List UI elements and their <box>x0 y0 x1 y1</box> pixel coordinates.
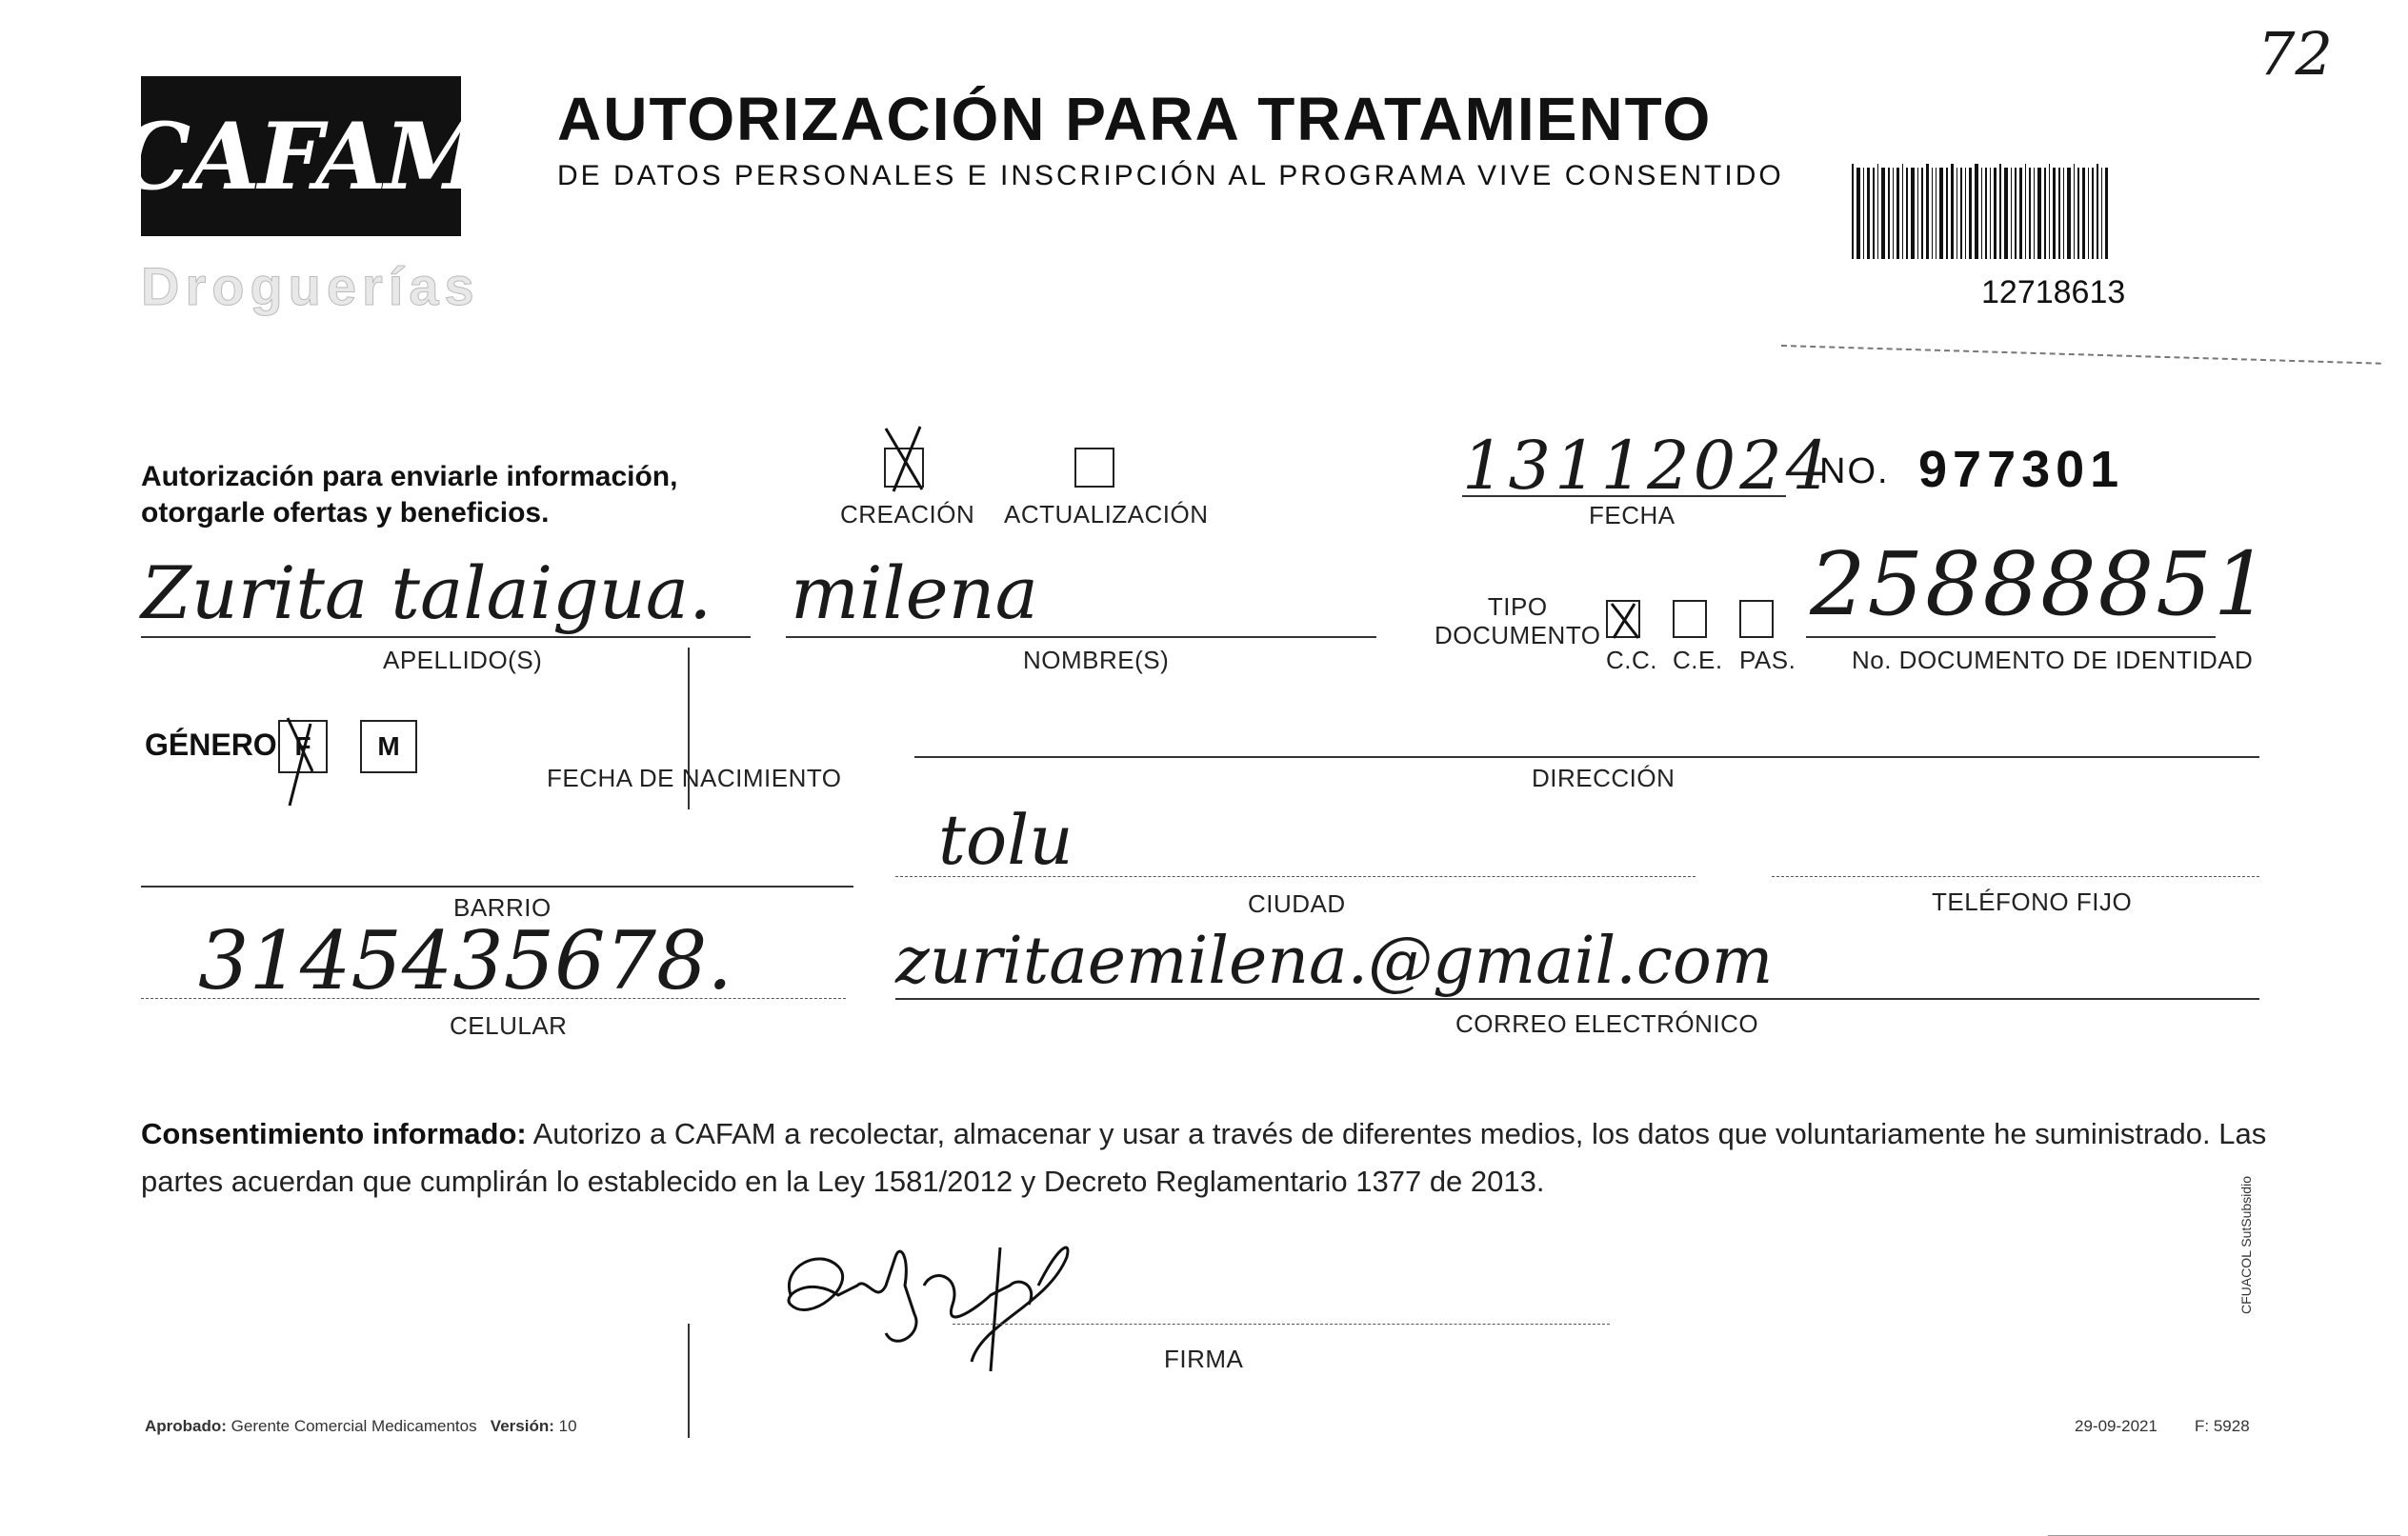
barcode-bar <box>2034 168 2035 259</box>
barcode-bar <box>1877 164 1878 259</box>
check-x-icon <box>876 421 933 497</box>
celular-value: 3145435678. <box>198 914 733 1007</box>
check-x-icon <box>1606 600 1644 642</box>
barcode-bar <box>2019 168 2022 259</box>
barcode-bar <box>2053 168 2056 259</box>
pas-checkbox[interactable] <box>1739 600 1774 638</box>
aprobado-label: Aprobado: <box>145 1417 227 1435</box>
logo-subtext: Droguerías <box>141 256 480 316</box>
genero-label: GÉNERO <box>145 728 277 762</box>
direccion-label: DIRECCIÓN <box>1532 764 1676 792</box>
ce-label: C.E. <box>1673 646 1723 674</box>
pas-label: PAS. <box>1739 646 1796 674</box>
footer-approval <box>145 1417 577 1436</box>
barcode-bar <box>2077 168 2079 259</box>
page-number-handwritten: 72 <box>2258 19 2333 89</box>
footer-code: F: 5928 <box>2195 1417 2250 1435</box>
firma-line <box>953 1324 1610 1325</box>
title-clip <box>557 84 1791 154</box>
barcode-bar <box>2049 164 2050 259</box>
barcode-bar <box>1863 168 1864 259</box>
actualizacion-checkbox[interactable] <box>1074 448 1114 488</box>
barcode-bar <box>1896 168 1899 259</box>
barcode-bar <box>1939 168 1943 259</box>
genero-f-checkbox[interactable] <box>278 720 328 773</box>
barcode-bar <box>1956 168 1957 259</box>
celular-line <box>141 998 846 999</box>
version-label: Versión: <box>490 1417 554 1435</box>
barcode-bar <box>1985 168 1987 259</box>
barcode-bar <box>2088 168 2089 259</box>
cut-line <box>1781 345 2381 365</box>
barcode-bar <box>1852 164 1854 259</box>
barcode-bar <box>1990 168 1991 259</box>
tipo-label-line2: DOCUMENTO <box>1435 621 1601 649</box>
logo-text: CAFAM <box>117 102 485 210</box>
tipo-documento-label <box>1435 592 1600 649</box>
consent-body: Autorizo a CAFAM a recolectar, almacenar y usar a través de diferentes medios, los datos que voluntariamente he suministrado. Las partes acuerdan que cumplirán lo establecido en la Ley 1581/2012 y Decreto Reglamentario 1377 de 2013. <box>141 1117 2267 1198</box>
subtitle-clip <box>557 160 1791 192</box>
form-no-value: 977301 <box>1918 441 2125 498</box>
barcode-bar <box>2105 168 2108 259</box>
barcode-bar <box>1999 164 2001 259</box>
genero-f-label: F <box>294 731 311 761</box>
apellidos-value: Zurita talaigua. <box>141 550 712 635</box>
celular-label: CELULAR <box>450 1011 568 1040</box>
barcode-number: 12718613 <box>1981 274 2126 310</box>
form-no-label: NO. <box>1819 451 1890 491</box>
fecha-label: FECHA <box>1589 501 1676 529</box>
ciudad-label: CIUDAD <box>1248 889 1346 918</box>
ce-checkbox[interactable] <box>1673 600 1707 638</box>
fecha-line <box>1462 495 1786 497</box>
authorization-line-2: otorgarle ofertas y beneficios. <box>141 497 550 529</box>
barcode-bar <box>1881 168 1885 259</box>
barcode-bar <box>1946 168 1948 259</box>
authorization-line-1: Autorización para enviarle información, <box>141 461 678 492</box>
correo-line <box>895 998 2259 1000</box>
barcode-bar <box>1893 168 1894 259</box>
telefono-line <box>1772 876 2259 877</box>
genero-m-checkbox[interactable] <box>360 720 417 773</box>
consent-paragraph <box>141 1110 2275 1206</box>
barcode-bar <box>2097 164 2098 259</box>
telefono-label: TELÉFONO FIJO <box>1932 888 2133 916</box>
creacion-checkbox[interactable] <box>884 448 924 488</box>
barcode-bar <box>2063 168 2064 259</box>
barcode-bar <box>1981 168 1982 259</box>
authorization-text <box>141 459 677 531</box>
direccion-line <box>914 756 2259 758</box>
barcode-bar <box>1969 168 1972 259</box>
signature-divider <box>688 1324 690 1438</box>
barcode-bar <box>1902 164 1903 259</box>
barcode-bar <box>1994 168 1997 259</box>
apellidos-label: APELLIDO(S) <box>383 646 543 674</box>
barcode-bar <box>1917 168 1918 259</box>
documento-value: 25888851 <box>1810 533 2272 635</box>
firma-label: FIRMA <box>1164 1345 1244 1373</box>
barcode-bar <box>1911 168 1915 259</box>
cafam-logo <box>117 76 485 236</box>
barcode-bar <box>2082 168 2085 259</box>
barcode-bar <box>2037 168 2041 259</box>
barcode-bar <box>1960 168 1962 259</box>
cc-checkbox[interactable] <box>1606 600 1640 638</box>
barcode-bar <box>1975 164 1978 259</box>
correo-label: CORREO ELECTRÓNICO <box>1455 1009 1759 1038</box>
barcode-bar <box>2025 164 2026 259</box>
creacion-label: CREACIÓN <box>840 500 975 529</box>
ciudad-line <box>895 876 1696 877</box>
genero-m-label: M <box>377 731 400 761</box>
barrio-label: BARRIO <box>453 893 552 922</box>
tipo-label-line1: TIPO <box>1487 592 1548 621</box>
cc-label: C.C. <box>1606 646 1657 674</box>
form-title: AUTORIZACIÓN PARA TRATAMIENTO <box>557 85 1713 153</box>
documento-line <box>1806 636 2216 638</box>
barcode-bar <box>2101 168 2102 259</box>
barcode-bar <box>2067 168 2071 259</box>
barcode-bar <box>2029 168 2031 259</box>
correo-value: zuritaemilena.@gmail.com <box>895 924 1774 999</box>
barcode-bar <box>1921 168 1923 259</box>
ciudad-value: tolu <box>938 800 1074 880</box>
barcode-bar <box>2058 168 2060 259</box>
nombres-value: milena <box>791 550 1038 635</box>
barcode-bar <box>1926 164 1929 259</box>
barcode-bar <box>2004 168 2008 259</box>
side-mark: CFUACOL SutSubsidio <box>2238 1176 2254 1314</box>
check-x-icon <box>274 714 331 809</box>
barrio-line <box>141 886 853 888</box>
nombres-label: NOMBRE(S) <box>1023 646 1170 674</box>
barcode-bar <box>2092 168 2094 259</box>
barcode-bar <box>2074 164 2075 259</box>
fecha-value: 13112024 <box>1462 427 1833 505</box>
actualizacion-label: ACTUALIZACIÓN <box>1004 500 1209 529</box>
barcode-bar <box>1873 168 1875 259</box>
fecha-nacimiento-label: FECHA DE NACIMIENTO <box>547 764 842 792</box>
barcode-bar <box>1867 168 1870 259</box>
consent-heading: Consentimiento informado: <box>141 1117 527 1150</box>
apellidos-line <box>141 636 751 638</box>
barcode-bar <box>2015 168 2017 259</box>
documento-label: No. DOCUMENTO DE IDENTIDAD <box>1852 646 2254 674</box>
barcode-bar <box>1906 168 1908 259</box>
aprobado-value: Gerente Comercial Medicamentos <box>231 1417 477 1435</box>
barcode-bar <box>1932 168 1933 259</box>
nombres-line <box>786 636 1376 638</box>
barcode-bar <box>2044 168 2046 259</box>
barcode-bar <box>1856 168 1860 259</box>
barcode-bar <box>1965 168 1966 259</box>
barcode-bar <box>1888 168 1890 259</box>
barcode-bar <box>2011 168 2012 259</box>
barcode <box>1852 164 2233 259</box>
version-value: 10 <box>558 1417 577 1435</box>
footer-date: 29-09-2021 <box>2075 1417 2157 1435</box>
form-subtitle: DE DATOS PERSONALES E INSCRIPCIÓN AL PROGRAMA VIVE CONSENTIDO <box>557 160 1784 191</box>
barcode-bar <box>1951 164 1954 259</box>
